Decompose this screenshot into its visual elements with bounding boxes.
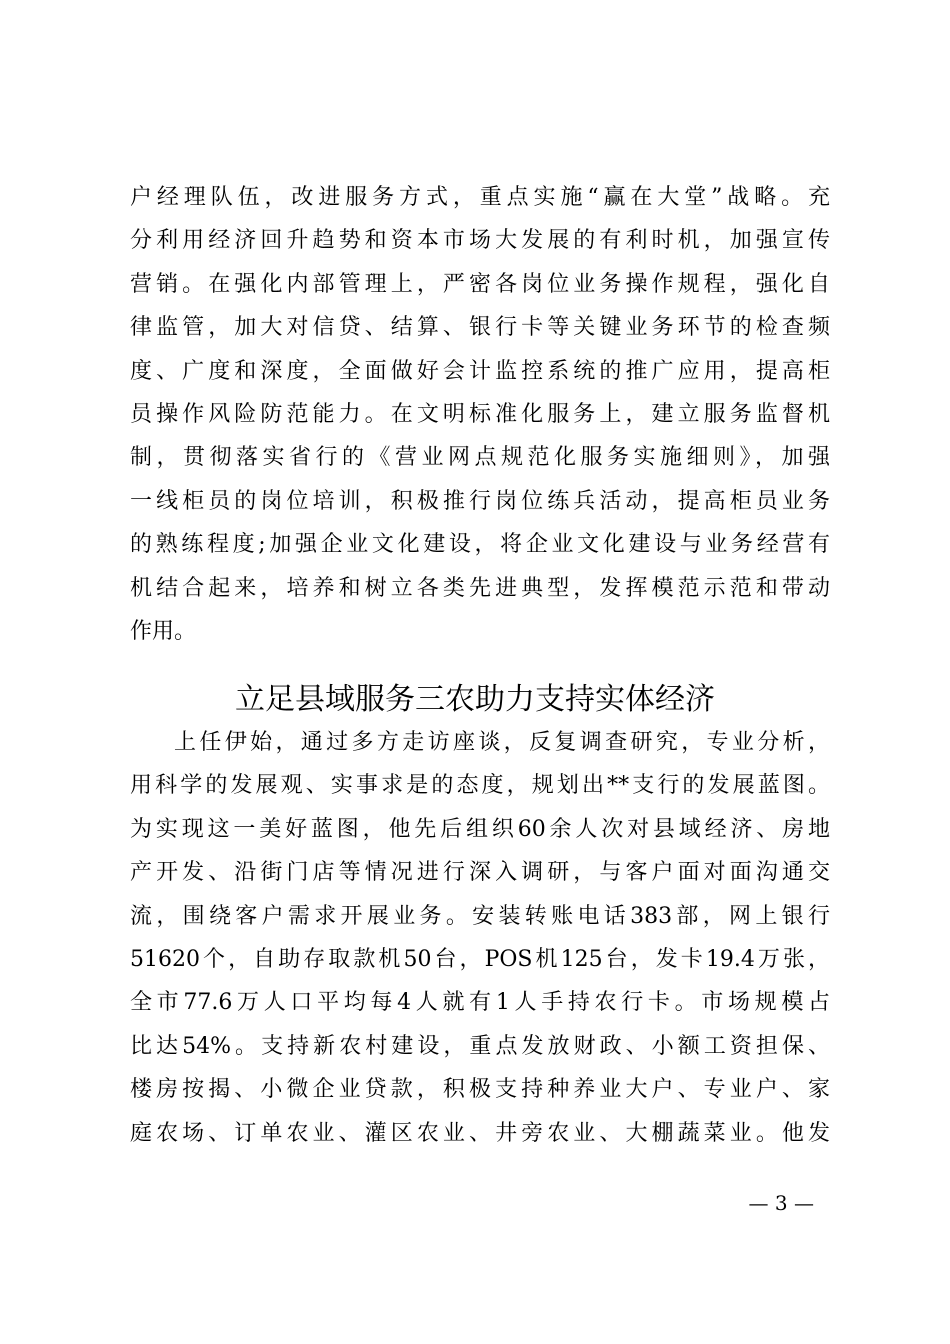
text-line: 分利用经济回升趋势和资本市场大发展的有利时机，加强宣传 (130, 228, 830, 254)
paragraph-county-economy (130, 721, 830, 1155)
text-line: 51620个，自助存取款机50台，POS机125台，发卡19.4万张， (130, 946, 830, 972)
text-line: 营销。在强化内部管理上，严密各岗位业务操作规程，强化自 (130, 271, 830, 297)
paragraph-customer-service (130, 176, 830, 653)
text-line: 产开发、沿街门店等情况进行深入调研，与客户面对面沟通交 (130, 860, 830, 886)
text-line: 上任伊始，通过多方走访座谈，反复调查研究，专业分析， (174, 730, 830, 755)
text-line: 庭农场、订单农业、灌区农业、井旁农业、大棚蔬菜业。他发 (130, 1120, 830, 1146)
text-line: 户经理队伍，改进服务方式，重点实施“赢在大堂”战略。充 (130, 185, 830, 210)
text-line: 度、广度和深度，全面做好会计监控系统的推广应用，提高柜 (130, 358, 830, 384)
text-line: 作用。 (130, 618, 197, 644)
text-line: 全市77.6万人口平均每4人就有1人手持农行卡。市场规模占 (130, 990, 830, 1016)
text-line: 机结合起来，培养和树立各类先进典型，发挥模范示范和带动 (130, 575, 830, 601)
text-line: 用科学的发展观、实事求是的态度，规划出**支行的发展蓝图。 (130, 773, 830, 799)
text-line: 员操作风险防范能力。在文明标准化服务上，建立服务监督机 (130, 401, 830, 427)
text-line: 楼房按揭、小微企业贷款，积极支持种养业大户、专业户、家 (130, 1077, 830, 1103)
text-line: 一线柜员的岗位培训，积极推行岗位练兵活动，提高柜员业务 (130, 488, 830, 514)
text-line: 律监管，加大对信贷、结算、银行卡等关键业务环节的检查频 (130, 315, 830, 341)
text-line: 制，贯彻落实省行的《营业网点规范化服务实施细则》，加强 (130, 445, 830, 471)
text-line: 流，围绕客户需求开展业务。安装转账电话383部，网上银行 (130, 903, 830, 929)
page-number: — 3 — (748, 1191, 814, 1215)
text-line: 的熟练程度;加强企业文化建设，将企业文化建设与业务经营有 (130, 532, 830, 558)
section-heading: 立足县域服务三农助力支持实体经济 (235, 682, 715, 717)
text-line: 比达54%。支持新农村建设，重点发放财政、小额工资担保、 (130, 1033, 830, 1059)
text-line: 为实现这一美好蓝图，他先后组织60余人次对县域经济、房地 (130, 816, 830, 842)
